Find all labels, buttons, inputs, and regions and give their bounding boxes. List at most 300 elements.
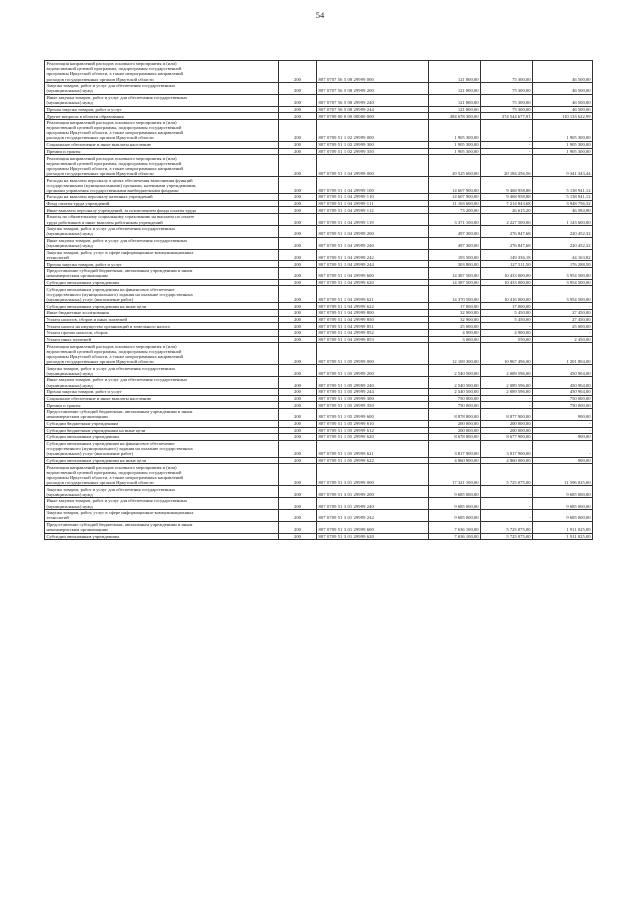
row-name-cell: Премии и гранты <box>45 402 279 409</box>
row-admin-code-cell: 200 <box>279 148 317 155</box>
row-admin-code-cell: 200 <box>279 61 317 83</box>
row-executed-cell: 75 300,00 <box>481 94 533 106</box>
row-admin-code-cell: 200 <box>279 365 317 377</box>
table-row <box>45 61 593 83</box>
table-row <box>45 434 593 441</box>
table-row <box>45 237 593 249</box>
row-executed-cell: 10 416 000,00 <box>481 286 533 303</box>
row-admin-code-cell: 200 <box>279 94 317 106</box>
row-admin-code-cell: 200 <box>279 377 317 389</box>
row-budget-code-cell: 807 0709 51 1 05 29999 300 <box>317 395 429 402</box>
row-budget-code-cell: 807 0707 56 5 08 29999 244 <box>317 106 429 113</box>
row-name-cell: Премии и гранты <box>45 148 279 155</box>
row-approved-cell: 3 000,00 <box>429 336 481 343</box>
row-name-cell: Субсидии бюджетным учреждениям на иные цели <box>45 427 279 434</box>
row-budget-code-cell: 807 0709 51 3 01 29999 600 <box>317 521 429 533</box>
row-remaining-cell: 3 954 500,00 <box>533 286 593 303</box>
row-name-cell: Уплата прочих налогов, сборов <box>45 330 279 337</box>
table-row <box>45 286 593 303</box>
row-admin-code-cell: 200 <box>279 310 317 317</box>
row-name-cell: Субсидии автономным учреждениям <box>45 434 279 441</box>
row-budget-code-cell: 807 0709 51 1 04 29999 000 <box>317 155 429 177</box>
row-approved-cell: 2 540 500,00 <box>429 388 481 395</box>
row-admin-code-cell: 200 <box>279 343 317 365</box>
row-admin-code-cell: 200 <box>279 119 317 141</box>
row-admin-code-cell: 200 <box>279 200 317 207</box>
table-row <box>45 249 593 261</box>
row-budget-code-cell: 807 0709 51 1 05 29999 244 <box>317 388 429 395</box>
row-name-cell: Субсидии автономным учреждениям <box>45 279 279 286</box>
row-approved-cell: 9 685 000,00 <box>429 486 481 498</box>
row-approved-cell: 12 169 300,00 <box>429 343 481 365</box>
row-budget-code-cell: 807 0709 51 3 01 29999 620 <box>317 533 429 540</box>
table-row <box>45 464 593 486</box>
row-budget-code-cell: 807 0709 51 1 05 29999 240 <box>317 377 429 389</box>
row-executed-cell: 75 300,00 <box>481 82 533 94</box>
row-approved-cell: 3 817 900,00 <box>429 440 481 457</box>
row-budget-code-cell: 807 0709 51 1 05 29999 600 <box>317 409 429 421</box>
row-executed-cell: 4 860 000,00 <box>481 457 533 464</box>
row-remaining-cell: 3 954 500,00 <box>533 279 593 286</box>
row-remaining-cell: 11 596 025,00 <box>533 464 593 486</box>
table-row <box>45 457 593 464</box>
table-row <box>45 395 593 402</box>
row-budget-code-cell: 807 0709 00 0 00 00000 000 <box>317 113 429 120</box>
row-budget-code-cell: 807 0709 51 1 04 29999 200 <box>317 225 429 237</box>
row-name-cell: Закупка товаров, работ, услуг в сфере информационно-коммуникационных технологий <box>45 249 279 261</box>
row-budget-code-cell: 807 0707 56 5 08 29999 000 <box>317 61 429 83</box>
row-executed-cell: 17 000,00 <box>481 303 533 310</box>
row-name-cell: Субсидии автономным учреждениям на финансовое обеспечение государственного (муниципального) задания на оказание государственных (муниципальных) услуг (выполнение работ) <box>45 286 279 303</box>
row-admin-code-cell: 200 <box>279 395 317 402</box>
row-executed-cell: - <box>481 119 533 141</box>
row-executed-cell: - <box>481 402 533 409</box>
row-executed-cell: - <box>481 323 533 330</box>
row-budget-code-cell: 807 0709 51 1 04 29999 242 <box>317 249 429 261</box>
row-executed-cell: - <box>481 509 533 521</box>
row-budget-code-cell: 807 0709 51 3 01 29999 242 <box>317 509 429 521</box>
row-approved-cell: 17 321 100,00 <box>429 464 481 486</box>
row-approved-cell: 4 900,00 <box>429 330 481 337</box>
row-name-cell: Субсидии автономным учреждениям на иные цели <box>45 303 279 310</box>
row-admin-code-cell: 200 <box>279 141 317 148</box>
row-executed-cell: 276 847,68 <box>481 225 533 237</box>
row-remaining-cell: - <box>533 427 593 434</box>
table-row <box>45 119 593 141</box>
row-remaining-cell: 1 911 025,00 <box>533 521 593 533</box>
row-remaining-cell: 46 500,00 <box>533 61 593 83</box>
row-remaining-cell: 9 685 000,00 <box>533 486 593 498</box>
row-approved-cell: 484 678 300,00 <box>429 113 481 120</box>
row-remaining-cell: 450 904,00 <box>533 377 593 389</box>
row-approved-cell: 1 905 300,00 <box>429 119 481 141</box>
table-row <box>45 148 593 155</box>
row-name-cell: Социальное обеспечение и иные выплаты населению <box>45 141 279 148</box>
table-row <box>45 155 593 177</box>
row-admin-code-cell: 200 <box>279 402 317 409</box>
row-admin-code-cell: 200 <box>279 457 317 464</box>
table-row <box>45 267 593 279</box>
row-name-cell: Иные закупки товаров, работ и услуг для обеспечения государственных (муниципальных) нужд <box>45 237 279 249</box>
row-approved-cell: 200 000,00 <box>429 427 481 434</box>
row-name-cell: Закупка товаров, работ, услуг в сфере информационно-коммуникационных технологий <box>45 509 279 521</box>
row-remaining-cell: - <box>533 420 593 427</box>
table-row <box>45 388 593 395</box>
row-approved-cell: 3 371 100,00 <box>429 214 481 226</box>
row-approved-cell: 497 300,00 <box>429 225 481 237</box>
row-approved-cell: 14 607 900,00 <box>429 194 481 201</box>
table-row <box>45 377 593 389</box>
row-budget-code-cell: 807 0709 51 1 04 29999 244 <box>317 261 429 268</box>
row-name-cell: Закупка товаров, работ и услуг для обеспечения государственных (муниципальных) нужд <box>45 365 279 377</box>
row-approved-cell: 9 685 000,00 <box>429 498 481 510</box>
row-approved-cell: 193 500,00 <box>429 249 481 261</box>
row-name-cell: Взносы по обязательному социальному страхованию на выплаты по оплате труда работников и иные выплаты работникам учреждений <box>45 214 279 226</box>
row-budget-code-cell: 807 0709 51 1 02 29999 000 <box>317 119 429 141</box>
row-executed-cell: 550,00 <box>481 336 533 343</box>
table-row <box>45 303 593 310</box>
row-approved-cell: 7 636 100,00 <box>429 533 481 540</box>
row-name-cell: Предоставление субсидий бюджетным, автономным учреждениям и иным некоммерческим организациям <box>45 267 279 279</box>
row-admin-code-cell: 200 <box>279 388 317 395</box>
row-budget-code-cell: 807 0709 51 1 05 29999 621 <box>317 440 429 457</box>
table-row <box>45 207 593 214</box>
row-approved-cell: 1 905 300,00 <box>429 148 481 155</box>
row-executed-cell: 374 544 677,01 <box>481 113 533 120</box>
row-remaining-cell: 1 905 300,00 <box>533 141 593 148</box>
row-admin-code-cell: 200 <box>279 440 317 457</box>
row-executed-cell: 7 214 843,68 <box>481 200 533 207</box>
row-budget-code-cell: 807 0709 51 1 04 29999 111 <box>317 200 429 207</box>
row-remaining-cell: 25 000,00 <box>533 323 593 330</box>
row-remaining-cell: 27 450,00 <box>533 310 593 317</box>
row-name-cell: Субсидии автономным учреждениям <box>45 533 279 540</box>
row-executed-cell: 5 725 075,00 <box>481 464 533 486</box>
row-budget-code-cell: 807 0709 51 1 04 29999 852 <box>317 330 429 337</box>
row-executed-cell: 5 450,00 <box>481 310 533 317</box>
row-remaining-cell: 750 000,00 <box>533 402 593 409</box>
row-remaining-cell: 44 163,82 <box>533 249 593 261</box>
table-row <box>45 427 593 434</box>
row-budget-code-cell: 807 0709 51 1 04 29999 100 <box>317 177 429 194</box>
row-name-cell: Фонд оплаты труда учреждений <box>45 200 279 207</box>
row-admin-code-cell: 200 <box>279 214 317 226</box>
row-remaining-cell: 220 452,32 <box>533 225 593 237</box>
row-approved-cell: 303 800,00 <box>429 261 481 268</box>
row-executed-cell: 2 089 596,00 <box>481 388 533 395</box>
row-approved-cell: 2 540 500,00 <box>429 365 481 377</box>
row-approved-cell: 32 900,00 <box>429 316 481 323</box>
row-approved-cell: 9 685 000,00 <box>429 509 481 521</box>
row-name-cell: Закупка товаров, работ и услуг для обеспечения государственных (муниципальных) нужд <box>45 82 279 94</box>
row-name-cell: Прочая закупка товаров, работ и услуг <box>45 261 279 268</box>
row-name-cell: Закупка товаров, работ и услуг для обеспечения государственных (муниципальных) нужд <box>45 225 279 237</box>
row-name-cell: Реализация направлений расходов основного мероприятия и (или) ведомственной целевой программы, подпрограммы государственной программы Иркутской области, а также непрограммных направлений расходов государственных органов Иркутской области <box>45 61 279 83</box>
row-admin-code-cell: 200 <box>279 521 317 533</box>
row-name-cell: Реализация направлений расходов основного мероприятия и (или) ведомственной целевой программы, подпрограммы государственной программы Иркутской области, а также непрограммных направлений расходов государственных органов Иркутской области <box>45 155 279 177</box>
row-approved-cell: 2 540 500,00 <box>429 377 481 389</box>
row-budget-code-cell: 807 0709 51 1 04 29999 620 <box>317 279 429 286</box>
row-budget-code-cell: 807 0709 51 1 02 29999 350 <box>317 148 429 155</box>
table-row <box>45 106 593 113</box>
row-approved-cell: 14 387 500,00 <box>429 267 481 279</box>
table-row <box>45 440 593 457</box>
row-name-cell: Уплата иных платежей <box>45 336 279 343</box>
row-approved-cell: 121 800,00 <box>429 94 481 106</box>
row-remaining-cell: - <box>533 440 593 457</box>
table-row <box>45 141 593 148</box>
row-executed-cell: 3 817 900,00 <box>481 440 533 457</box>
row-approved-cell: 200 000,00 <box>429 420 481 427</box>
row-budget-code-cell: 807 0709 51 1 05 29999 620 <box>317 434 429 441</box>
row-admin-code-cell: 200 <box>279 323 317 330</box>
row-executed-cell: 2 089 596,00 <box>481 377 533 389</box>
row-executed-cell: 4 900,00 <box>481 330 533 337</box>
row-admin-code-cell: 200 <box>279 420 317 427</box>
table-row <box>45 343 593 365</box>
row-name-cell: Субсидии бюджетным учреждениям <box>45 420 279 427</box>
row-budget-code-cell: 807 0709 51 1 05 29999 000 <box>317 343 429 365</box>
row-name-cell: Иные выплаты персоналу учреждений, за исключением фонда оплаты труда <box>45 207 279 214</box>
row-admin-code-cell: 200 <box>279 316 317 323</box>
row-remaining-cell: 110 133 622,99 <box>533 113 593 120</box>
row-budget-code-cell: 807 0709 51 1 04 29999 600 <box>317 267 429 279</box>
row-executed-cell: 200 000,00 <box>481 427 533 434</box>
table-row <box>45 409 593 421</box>
row-name-cell: Иные закупки товаров, работ и услуг для обеспечения государственных (муниципальных) нужд <box>45 94 279 106</box>
table-row <box>45 82 593 94</box>
row-executed-cell: 2 227 500,00 <box>481 214 533 226</box>
row-approved-cell: 32 900,00 <box>429 310 481 317</box>
row-approved-cell: 17 000,00 <box>429 303 481 310</box>
row-remaining-cell: 450 904,00 <box>533 388 593 395</box>
table-row <box>45 225 593 237</box>
row-admin-code-cell: 200 <box>279 267 317 279</box>
row-remaining-cell: 900,00 <box>533 457 593 464</box>
row-remaining-cell: - <box>533 330 593 337</box>
row-executed-cell: 5 725 075,00 <box>481 521 533 533</box>
row-remaining-cell: 1 143 600,00 <box>533 214 593 226</box>
row-remaining-cell: 5 138 941,12 <box>533 177 593 194</box>
row-name-cell: Прочая закупка товаров, работ и услуг <box>45 106 279 113</box>
row-executed-cell: 5 450,00 <box>481 316 533 323</box>
row-executed-cell: - <box>481 498 533 510</box>
row-remaining-cell: 1 905 300,00 <box>533 148 593 155</box>
row-budget-code-cell: 807 0709 51 3 01 29999 200 <box>317 486 429 498</box>
row-name-cell: Реализация направлений расходов основного мероприятия и (или) ведомственной целевой программы, подпрограммы государственной программы Иркутской области, а также непрограммных направлений расходов государственных органов Иркутской области <box>45 343 279 365</box>
row-executed-cell: 8 877 900,00 <box>481 409 533 421</box>
row-executed-cell: 9 468 958,88 <box>481 194 533 201</box>
table-row <box>45 214 593 226</box>
row-budget-code-cell: 807 0707 56 5 08 29999 200 <box>317 82 429 94</box>
row-budget-code-cell: 807 0709 51 1 05 29999 622 <box>317 457 429 464</box>
row-remaining-cell: 450 904,00 <box>533 365 593 377</box>
row-remaining-cell: 9 685 000,00 <box>533 509 593 521</box>
row-name-cell: Субсидии автономным учреждениям на финансовое обеспечение государственного (муниципального) задания на оказание государственных (муниципальных) услуг (выполнение работ) <box>45 440 279 457</box>
row-remaining-cell: 1 201 804,00 <box>533 343 593 365</box>
row-executed-cell: 2 089 596,00 <box>481 365 533 377</box>
row-budget-code-cell: 807 0709 51 1 05 29999 350 <box>317 402 429 409</box>
row-admin-code-cell: 200 <box>279 509 317 521</box>
row-approved-cell: 121 800,00 <box>429 106 481 113</box>
row-executed-cell: 10 433 000,00 <box>481 279 533 286</box>
table-row <box>45 200 593 207</box>
row-admin-code-cell: 200 <box>279 279 317 286</box>
row-approved-cell: 14 387 500,00 <box>429 279 481 286</box>
row-remaining-cell: 9 341 343,44 <box>533 155 593 177</box>
row-approved-cell: 8 878 800,00 <box>429 409 481 421</box>
row-approved-cell: 1 905 300,00 <box>429 141 481 148</box>
row-executed-cell: 5 725 075,00 <box>481 533 533 540</box>
row-approved-cell: 11 163 600,00 <box>429 200 481 207</box>
row-name-cell: Уплата налога на имущество организаций и земельного налога <box>45 323 279 330</box>
row-approved-cell: 25 000,00 <box>429 323 481 330</box>
row-name-cell: Прочая закупка товаров, работ и услуг <box>45 388 279 395</box>
row-budget-code-cell: 807 0709 51 3 01 29999 240 <box>317 498 429 510</box>
row-remaining-cell: 1 911 025,00 <box>533 533 593 540</box>
row-admin-code-cell: 200 <box>279 207 317 214</box>
row-budget-code-cell: 807 0709 51 1 04 29999 112 <box>317 207 429 214</box>
row-remaining-cell: 2 450,00 <box>533 336 593 343</box>
row-budget-code-cell: 807 0709 51 1 05 29999 200 <box>317 365 429 377</box>
row-remaining-cell: 220 452,32 <box>533 237 593 249</box>
row-budget-code-cell: 807 0709 51 1 04 29999 622 <box>317 303 429 310</box>
table-row <box>45 365 593 377</box>
row-remaining-cell: 3 948 756,32 <box>533 200 593 207</box>
row-remaining-cell: 9 685 000,00 <box>533 498 593 510</box>
row-approved-cell: 29 525 600,00 <box>429 155 481 177</box>
row-remaining-cell: 46 500,00 <box>533 106 593 113</box>
row-executed-cell: 20 184 256,56 <box>481 155 533 177</box>
row-approved-cell: 14 370 500,00 <box>429 286 481 303</box>
row-approved-cell: 121 800,00 <box>429 82 481 94</box>
row-name-cell: Реализация направлений расходов основного мероприятия и (или) ведомственной целевой программы, подпрограммы государственной программы Иркутской области, а также непрограммных направлений расходов государственных органов Иркутской области <box>45 119 279 141</box>
row-budget-code-cell: 807 0709 51 1 05 29999 612 <box>317 427 429 434</box>
row-admin-code-cell: 200 <box>279 261 317 268</box>
row-budget-code-cell: 807 0709 51 1 04 29999 850 <box>317 316 429 323</box>
row-remaining-cell: 1 905 300,00 <box>533 119 593 141</box>
row-approved-cell: 4 860 900,00 <box>429 457 481 464</box>
row-admin-code-cell: 200 <box>279 330 317 337</box>
table-row <box>45 194 593 201</box>
row-remaining-cell: 3 954 500,00 <box>533 267 593 279</box>
table-row <box>45 486 593 498</box>
row-remaining-cell: 750 000,00 <box>533 395 593 402</box>
row-budget-code-cell: 807 0709 51 1 04 29999 110 <box>317 194 429 201</box>
row-name-cell: Закупка товаров, работ и услуг для обеспечения государственных (муниципальных) нужд <box>45 486 279 498</box>
row-admin-code-cell: 200 <box>279 225 317 237</box>
row-approved-cell: 750 000,00 <box>429 395 481 402</box>
table-row <box>45 279 593 286</box>
row-executed-cell: - <box>481 148 533 155</box>
row-remaining-cell: 900,00 <box>533 434 593 441</box>
row-name-cell: Предоставление субсидий бюджетным, автономным учреждениям и иным некоммерческим организациям <box>45 521 279 533</box>
row-budget-code-cell: 807 0709 51 1 04 29999 851 <box>317 323 429 330</box>
row-executed-cell: 26 615,20 <box>481 207 533 214</box>
row-approved-cell: 14 607 900,00 <box>429 177 481 194</box>
row-name-cell: Реализация направлений расходов основного мероприятия и (или) ведомственной целевой программы, подпрограммы государственной программы Иркутской области, а также непрограммных направлений расходов государственных органов Иркутской области <box>45 464 279 486</box>
row-executed-cell: - <box>481 141 533 148</box>
row-budget-code-cell: 807 0709 51 1 04 29999 621 <box>317 286 429 303</box>
row-name-cell: Предоставление субсидий бюджетным, автономным учреждениям и иным некоммерческим организациям <box>45 409 279 421</box>
row-admin-code-cell: 200 <box>279 113 317 120</box>
row-budget-code-cell: 807 0709 51 1 04 29999 119 <box>317 214 429 226</box>
table-row <box>45 113 593 120</box>
row-remaining-cell: 27 450,00 <box>533 316 593 323</box>
table-row <box>45 94 593 106</box>
row-executed-cell: 10 433 000,00 <box>481 267 533 279</box>
row-approved-cell: 121 800,00 <box>429 61 481 83</box>
row-executed-cell: 10 967 496,00 <box>481 343 533 365</box>
table-row <box>45 498 593 510</box>
row-budget-code-cell: 807 0709 51 3 01 29999 000 <box>317 464 429 486</box>
budget-table-container <box>44 60 592 540</box>
row-remaining-cell: 46 500,00 <box>533 82 593 94</box>
row-admin-code-cell: 200 <box>279 427 317 434</box>
row-name-cell: Другие вопросы в области образования <box>45 113 279 120</box>
row-executed-cell: 9 468 958,88 <box>481 177 533 194</box>
row-approved-cell: 8 678 800,00 <box>429 434 481 441</box>
row-remaining-cell: 46 584,80 <box>533 207 593 214</box>
row-remaining-cell: - <box>533 303 593 310</box>
table-row <box>45 521 593 533</box>
row-approved-cell: 73 200,00 <box>429 207 481 214</box>
row-name-cell: Расходы на выплаты персоналу в целях обеспечения выполнения функций государственными (муниципальными) органами, казенными учреждениями, органами управления государственными внебюджетными фондами <box>45 177 279 194</box>
row-admin-code-cell: 200 <box>279 486 317 498</box>
row-remaining-cell: 46 500,00 <box>533 94 593 106</box>
row-name-cell: Социальное обеспечение и иные выплаты населению <box>45 395 279 402</box>
budget-table-body <box>45 61 593 540</box>
row-name-cell: Уплата налогов, сборов и иных платежей <box>45 316 279 323</box>
row-admin-code-cell: 200 <box>279 303 317 310</box>
row-approved-cell: 750 000,00 <box>429 402 481 409</box>
row-budget-code-cell: 807 0709 51 1 02 29999 300 <box>317 141 429 148</box>
page-number: 54 <box>315 10 325 20</box>
table-row <box>45 177 593 194</box>
row-approved-cell: 7 636 100,00 <box>429 521 481 533</box>
row-admin-code-cell: 200 <box>279 336 317 343</box>
row-executed-cell: 276 847,68 <box>481 237 533 249</box>
row-budget-code-cell: 807 0709 51 1 04 29999 240 <box>317 237 429 249</box>
row-admin-code-cell: 200 <box>279 249 317 261</box>
row-executed-cell: 149 336,18 <box>481 249 533 261</box>
table-row <box>45 330 593 337</box>
row-name-cell: Субсидии автономным учреждениям на иные цели <box>45 457 279 464</box>
row-remaining-cell: 900,00 <box>533 409 593 421</box>
table-row <box>45 509 593 521</box>
row-executed-cell: 75 300,00 <box>481 106 533 113</box>
row-name-cell: Расходы на выплаты персоналу казенных учреждений <box>45 194 279 201</box>
row-admin-code-cell: 200 <box>279 155 317 177</box>
budget-table <box>44 60 593 540</box>
row-executed-cell: 75 300,00 <box>481 61 533 83</box>
row-name-cell: Иные бюджетные ассигнования <box>45 310 279 317</box>
row-budget-code-cell: 807 0709 51 1 04 29999 800 <box>317 310 429 317</box>
row-admin-code-cell: 200 <box>279 237 317 249</box>
table-row <box>45 316 593 323</box>
row-admin-code-cell: 200 <box>279 498 317 510</box>
table-row <box>45 310 593 317</box>
row-admin-code-cell: 200 <box>279 106 317 113</box>
row-admin-code-cell: 200 <box>279 409 317 421</box>
row-admin-code-cell: 200 <box>279 286 317 303</box>
row-name-cell: Иные закупки товаров, работ и услуг для обеспечения государственных (муниципальных) нужд <box>45 377 279 389</box>
row-budget-code-cell: 807 0709 51 1 05 29999 610 <box>317 420 429 427</box>
row-executed-cell: 127 511,50 <box>481 261 533 268</box>
row-executed-cell: - <box>481 395 533 402</box>
row-admin-code-cell: 200 <box>279 177 317 194</box>
row-admin-code-cell: 200 <box>279 533 317 540</box>
